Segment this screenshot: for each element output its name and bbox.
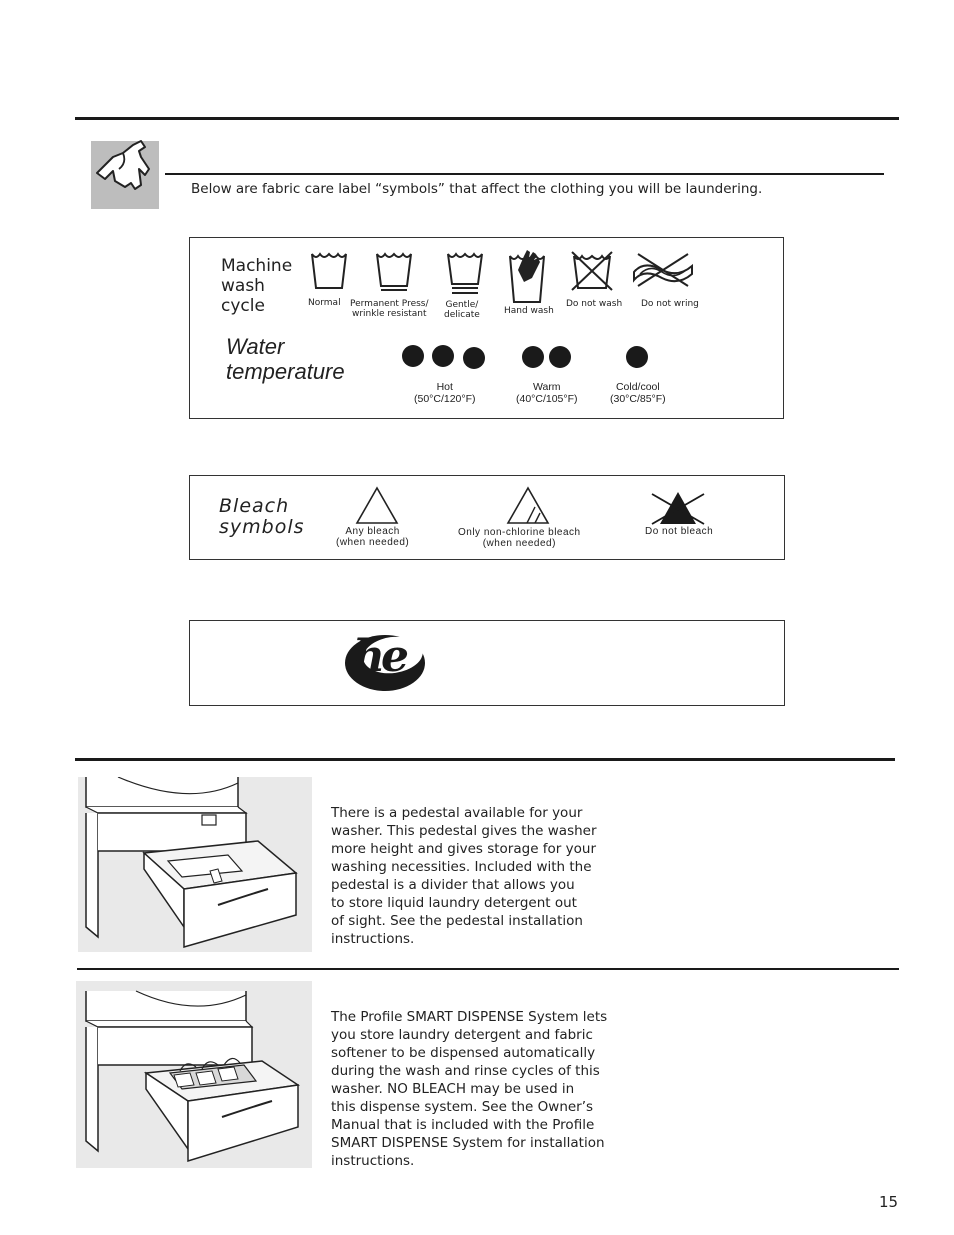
wash-tub-permanent-press-icon — [375, 248, 413, 296]
warm-dots-icon — [522, 346, 574, 374]
non-chlorine-bleach-label: Only non-chlorine bleach (when needed) — [458, 527, 581, 549]
hand-wash-icon — [508, 248, 546, 308]
do-not-wring-label: Do not wring — [641, 299, 699, 309]
wash-temperature-chart — [189, 237, 784, 419]
smart-dispense-illustration — [76, 981, 312, 1168]
water-temperature-heading: Water temperature — [226, 334, 345, 384]
do-not-wash-icon — [570, 250, 614, 296]
pedestal-text: There is a pedestal available for your washer. This pedestal gives the washer more height and gives storage for your washing necessities. Included with the pedestal is a divider that allows you to store liquid laundry detergent out of sight. See the pedestal installation instructions. — [331, 805, 597, 947]
shirt-icon — [91, 141, 159, 209]
crossed-triangle-icon — [650, 490, 706, 530]
wash-tub-gentle-icon — [446, 248, 484, 300]
section-rule-pedestal — [75, 758, 895, 761]
striped-triangle-icon — [505, 485, 551, 529]
cold-label: Cold/cool (30°C/85°F) — [610, 381, 666, 405]
warm-label: Warm (40°C/105°F) — [516, 381, 578, 405]
any-bleach-label: Any bleach (when needed) — [336, 526, 410, 548]
section-rule-smart-dispense — [77, 968, 899, 970]
wash-gentle-label: Gentle/ delicate — [444, 300, 480, 320]
he-logo-box — [189, 620, 785, 706]
do-not-wring-icon — [630, 250, 696, 294]
cold-dot-icon — [626, 346, 650, 374]
wash-cycle-heading: Machine wash cycle — [221, 256, 293, 316]
hot-dots-icon — [402, 345, 488, 375]
do-not-bleach-label: Do not bleach — [645, 526, 714, 537]
wash-normal-label: Normal — [308, 298, 341, 308]
wash-tub-icon — [310, 248, 348, 294]
he-logo — [343, 629, 427, 693]
intro-text: Below are fabric care label “symbols” that affect the clothing you will be laundering. — [191, 181, 763, 197]
section-rule-top — [75, 117, 899, 120]
bleach-chart — [189, 475, 785, 560]
intro-rule — [165, 173, 884, 175]
page-number: 15 — [879, 1193, 899, 1211]
pedestal-illustration — [78, 777, 312, 952]
smart-dispense-text: The Profile SMART DISPENSE System lets you store laundry detergent and fabric softener to be dispensed automatically during the wash and rinse cycles of this washer. NO BLEACH may be used in this dispense system. See the Owner’s Manual that is included with the Profile SMART DISPENSE System for installation instructions. — [331, 1009, 608, 1169]
hot-label: Hot (50°C/120°F) — [414, 381, 476, 405]
wash-permanent-press-label: Permanent Press/ wrinkle resistant — [350, 299, 429, 319]
do-not-wash-label: Do not wash — [566, 299, 623, 309]
hand-wash-label: Hand wash — [504, 306, 554, 316]
bleach-heading: Bleach symbols — [219, 495, 305, 538]
he-logo-text: he — [353, 631, 405, 682]
triangle-icon — [354, 485, 400, 529]
